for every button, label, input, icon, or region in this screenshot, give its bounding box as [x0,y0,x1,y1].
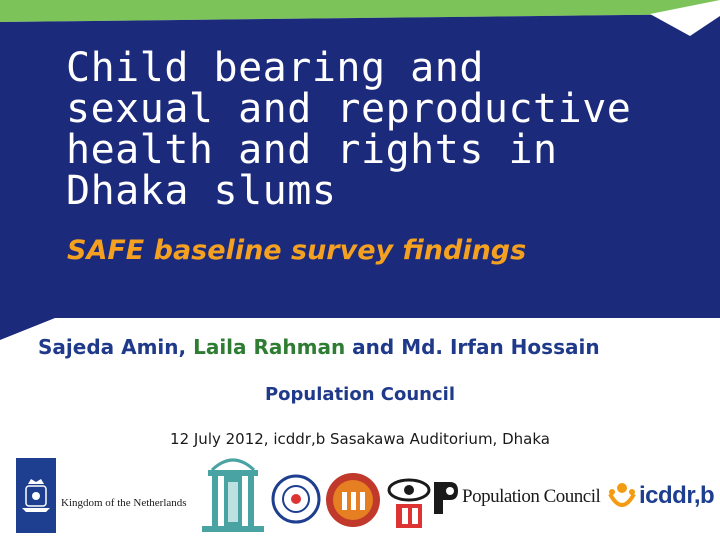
icddrb-label: icddr,b [639,482,715,509]
slide-subtitle: SAFE baseline survey findings [67,235,527,266]
wecan-logo-icon [324,470,382,530]
title-line-2: sexual and reproductive [66,86,632,132]
event-details: 12 July 2012, icddr,b Sasakawa Auditorium, Dhaka [170,430,550,448]
icddrb-logo [606,476,718,522]
population-council-label: Population Council [462,486,601,507]
author-sajeda-amin: Sajeda Amin, [38,335,187,359]
title-line-4: Dhaka slums [66,168,337,214]
author-laila-rahman: Laila Rahman [193,335,346,359]
netherlands-label: Kingdom of the Netherlands [61,497,187,509]
round-emblem-icon [270,474,322,524]
title-line-1: Child bearing and [66,45,484,91]
population-council-logo [432,478,608,518]
organization-name: Population Council [264,384,455,405]
icddrb-mark-icon [606,480,638,516]
author-irfan-hossain: Md. Irfan Hossain [401,335,600,359]
building-logo-icon [194,452,272,536]
author-connector: and [352,335,395,359]
author-list [38,335,600,359]
title-line-3: health and rights in [66,127,558,173]
slide-title [66,45,706,214]
netherlands-logo [16,458,196,533]
population-council-mark-icon [432,480,460,516]
eye-logo-icon [386,474,432,530]
netherlands-crest-icon [16,458,56,533]
